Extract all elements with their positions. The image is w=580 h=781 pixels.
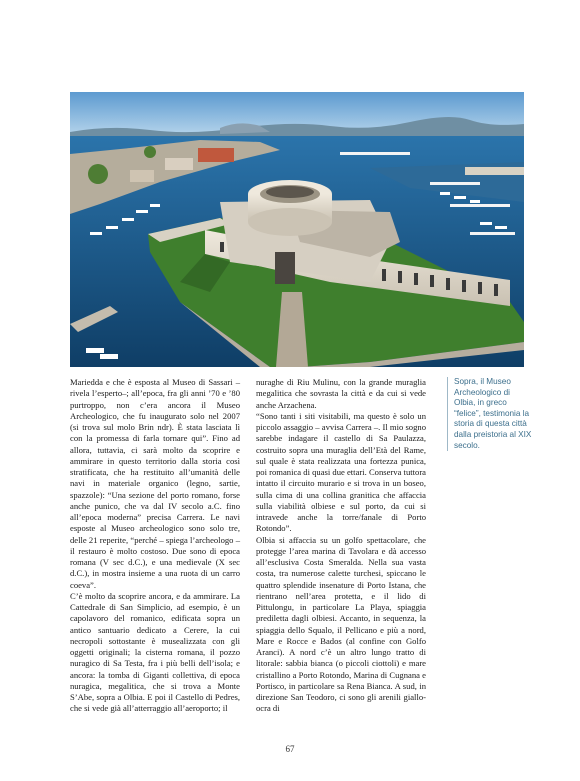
photo-caption: Sopra, il Museo Archeologico di Olbia, in greco “felice”, testimonia la storia di questa città dalla preistoria al XIX secolo.: [447, 377, 532, 451]
paragraph: nuraghe di Riu Mulinu, con la grande muraglia megalitica che sovrasta la città e da cui si vede anche Arzachena.: [256, 377, 426, 410]
paragraph: Olbia si affaccia su un golfo spettacolare, che protegge l’area marina di Tavolara e dà accesso all’esclusiva Costa Smeralda. Nella sua vasta costa, tra numerose calette turchesi, spiccano le quattro splendide insenature di Porto Istana, che rientrano nell’area protetta, e il lido di Pittulongu, in particolare La Playa, spiaggia prediletta dagli olbiesi. Accanto, in sequenza, la spiaggia dello Squalo, il Pellicano e più a nord, Mare e Rocce e Bados (al confine con Golfo Aranci). A nord c’è un altro lungo tratto di litorale: sabbia bianca (o piccoli ciottoli) e mare cristallino a Porto Rotondo, Marina di Cugnana e Portisco, in particolare sa Rena Bianca. A sud, in direzione San Teodoro, ci sono gli arenili giallo-ocra di: [256, 534, 426, 714]
museum-aerial-photo: [70, 92, 524, 367]
text-column-1: [70, 377, 240, 715]
paragraph: C’è molto da scoprire ancora, e da ammirare. La Cattedrale di San Simplicio, ad esempio, è un capolavoro del romanico, edificata sopra un antico santuario dedicato a Cerere, la cui necropoli sottostante è musealizzata con gli oggetti originali; la cisterna romana, il pozzo nuragico di Sa Testa, fra i più belli dell’isola; e ancora: la tomba di Giganti collettiva, di epoca nuragica, megalitica, che si trova a Monte S’Abe, sopra a Olbia. E poi il Castello di Pedres, che si vede già all’atterraggio all’aeroporto; il: [70, 590, 240, 714]
paragraph: Mariedda e che è esposta al Museo di Sassari – rivela l’esperto–; all’epoca, fra gli anni ’70 e ’80 purtroppo, non c’era ancora il Museo Archeologico, che fu inaugurato solo nel 2007 (si trova sul molo Brin ndr). È stata lasciata lì con la promessa di farla tornare qui”. Fino ad allora, tuttavia, ci sarà molto da scoprire e ammirare in questo territorio dalla storia così stratificata, che ha restituito all’umanità delle navi in materiale organico (legno, sartie, spazzole): “Una sezione del porto romano, forse anche punico, che va dal IV secolo a.C. fino all’epoca moderna” precisa Carrera. Le navi esposte al Museo archeologico sono solo tre, delle 21 reperite, “perché – spiega l’archeologo – il restauro è molto costoso. Due sono di epoca romana (V sec d.C.), e una medievale (X sec d.C.), in mostra insieme a una ruota di un carro coeva”.: [70, 377, 240, 590]
aerial-photo-illustration: [70, 92, 524, 367]
page-number: 67: [285, 744, 295, 754]
text-column-2: [256, 377, 426, 715]
paragraph: “Sono tanti i siti visitabili, ma questo è solo un piccolo assaggio – avvisa Carrera –. Il mio sogno sarebbe indagare il castello di Sa Paulazza, costruito sopra una muraglia dell’Età del Rame, sul quale è stata realizzata una fortezza punica, poi romanica di quasi due ettari. Conserva tuttora intatto il circuito murario e si trova in un boseo, sulla cima di una collina granitica che affaccia sulla viabilità olbiese e sul porto, da cui si intravede anche la torre/fanale di Porto Rotondo”.: [256, 410, 426, 534]
